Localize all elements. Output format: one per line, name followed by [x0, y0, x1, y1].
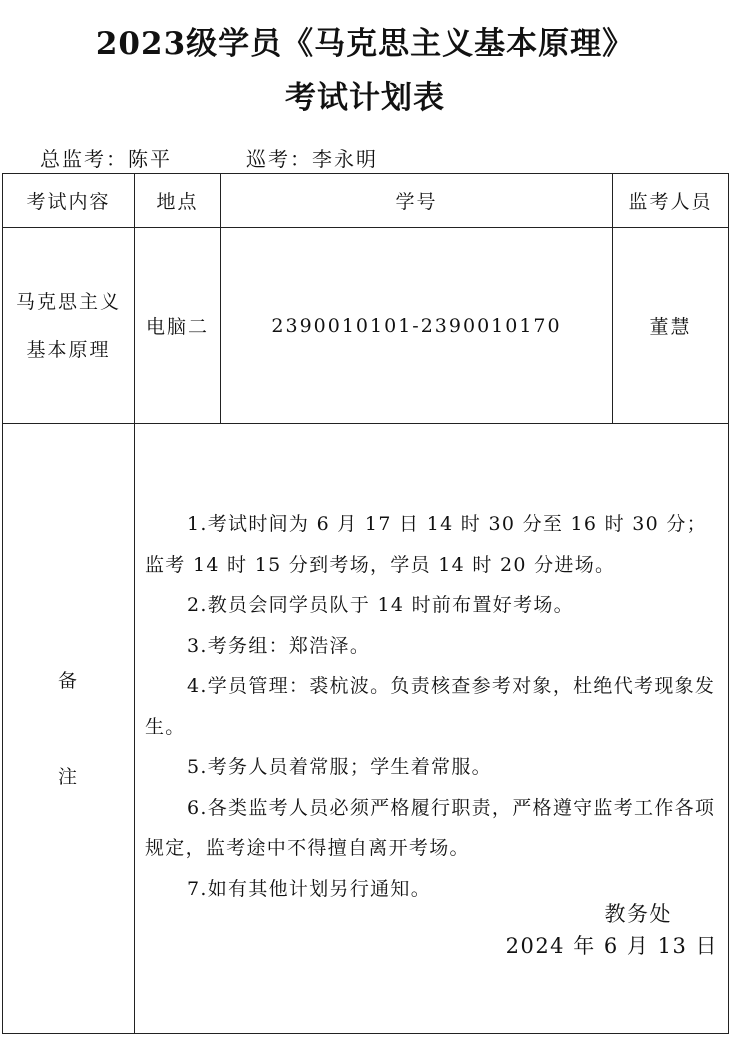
exam-subject: [3, 228, 135, 424]
header-student-ids: 学号: [221, 174, 613, 228]
header-location: 地点: [135, 174, 221, 228]
table-row: [3, 228, 729, 424]
issuing-office: 教务处: [604, 902, 672, 926]
issue-date: 2024 年 6 月 13 日: [505, 934, 718, 958]
note-item: 5.考务人员着常服；学生着常服。: [187, 756, 492, 778]
signature-block: [506, 898, 718, 962]
student-id-range: 2390010101-2390010170: [221, 228, 613, 424]
patrol-proctor: 巡考：李永明: [246, 147, 378, 171]
table-header-row: [3, 174, 729, 228]
exam-subject-line2: 基本原理: [26, 338, 111, 361]
staff-line: [40, 143, 378, 172]
note-item: 2.教员会同学员队于 14 时前布置好考场。: [187, 594, 574, 616]
remarks-row: [3, 424, 729, 1034]
document-subtitle: 考试计划表: [285, 80, 445, 116]
exam-plan-table: [2, 173, 729, 1034]
document-title: 2023级学员《马克思主义基本原理》: [95, 26, 635, 62]
header-content: 考试内容: [3, 174, 135, 228]
remarks-label-char2: 注: [57, 765, 79, 788]
header-proctor: 监考人员: [613, 174, 729, 228]
remarks-label-char1: 备: [57, 669, 79, 692]
exam-location: 电脑二: [135, 228, 221, 424]
note-item: 1.考试时间为 6 月 17 日 14 时 30 分至 16 时 30 分；: [187, 513, 707, 535]
chief-proctor: 总监考：陈平: [40, 147, 172, 171]
note-item: 6.各类监考人员必须严格履行职责，严格遵守监考工作各项规定，监考途中不得擅自离开考场。: [145, 796, 716, 859]
note-item: 4.学员管理：裘杭波。负责核查参考对象，杜绝代考现象发生。: [145, 675, 716, 738]
notes-list: [145, 504, 719, 909]
note-item: 监考 14 时 15 分到考场，学员 14 时 20 分进场。: [145, 553, 616, 576]
proctor-name: 董慧: [613, 228, 729, 424]
remarks-content: [135, 424, 729, 1034]
note-item: 7.如有其他计划另行通知。: [187, 877, 432, 900]
remarks-label: [3, 424, 135, 1034]
exam-subject-line1: 马克思主义: [15, 290, 121, 313]
note-item: 3.考务组：郑浩泽。: [187, 634, 371, 657]
